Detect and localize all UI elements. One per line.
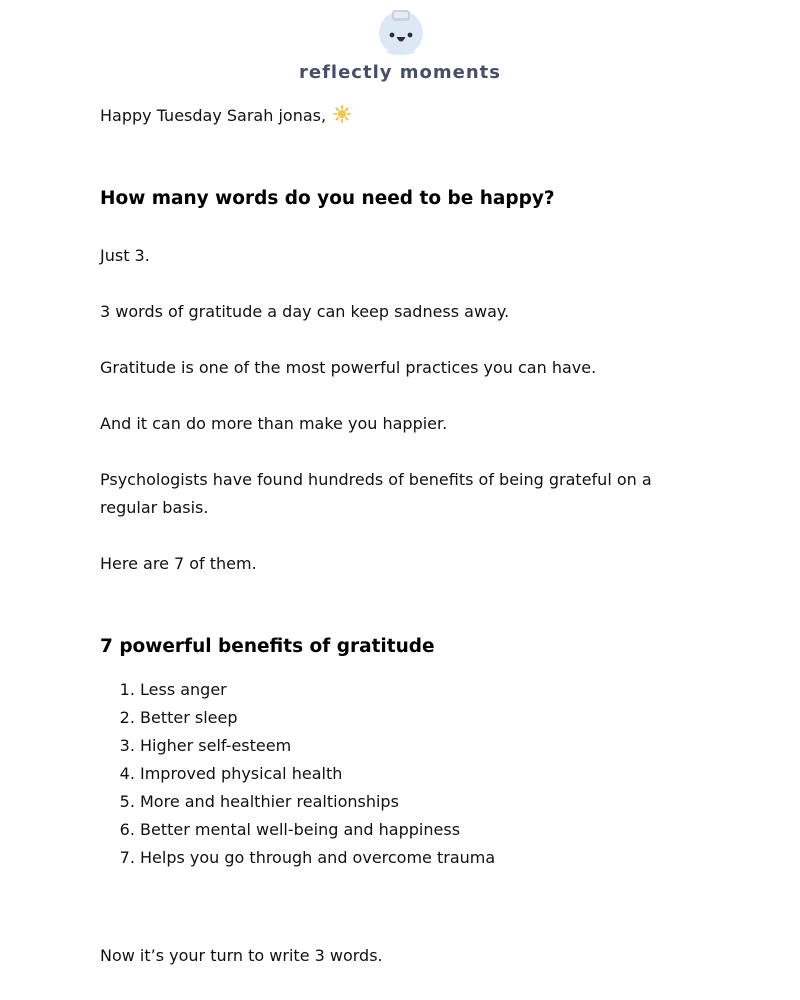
list-item: 1. Less anger: [140, 676, 495, 704]
list-item: 4. Improved physical health: [140, 760, 495, 788]
section-heading-benefits: 7 powerful benefits of gratitude: [100, 636, 435, 657]
paragraph-here-are-7: Here are 7 of them.: [100, 554, 257, 573]
email-header: [0, 0, 800, 92]
closing-text: Now it’s your turn to write 3 words.: [100, 946, 383, 965]
paragraph-3-words: 3 words of gratitude a day can keep sadness away.: [100, 302, 510, 321]
paragraph-more-than-happier: And it can do more than make you happier.: [100, 414, 448, 433]
sun-icon: [333, 105, 351, 123]
email-body: [100, 102, 680, 965]
reflectly-mascot-icon: [378, 8, 424, 58]
greeting-text: Happy Tuesday Sarah jonas,: [100, 106, 327, 125]
list-item: 6. Better mental well-being and happiness: [140, 816, 495, 844]
brand-name: reflectly moments: [299, 62, 501, 83]
list-item: 2. Better sleep: [140, 704, 495, 732]
list-item: 7. Helps you go through and overcome trauma: [140, 844, 495, 872]
list-item: 5. More and healthier realtionships: [140, 788, 495, 816]
paragraph-gratitude-practice: Gratitude is one of the most powerful practices you can have.: [100, 358, 597, 377]
list-item: 3. Higher self-esteem: [140, 732, 495, 760]
paragraph-just-3: Just 3.: [100, 246, 150, 265]
section-heading-happy-words: How many words do you need to be happy?: [100, 188, 555, 209]
greeting: [100, 102, 680, 130]
paragraph-psychologists: Psychologists have found hundreds of benefits of being grateful on a regular basis.: [100, 470, 652, 517]
benefits-list: [100, 676, 495, 872]
